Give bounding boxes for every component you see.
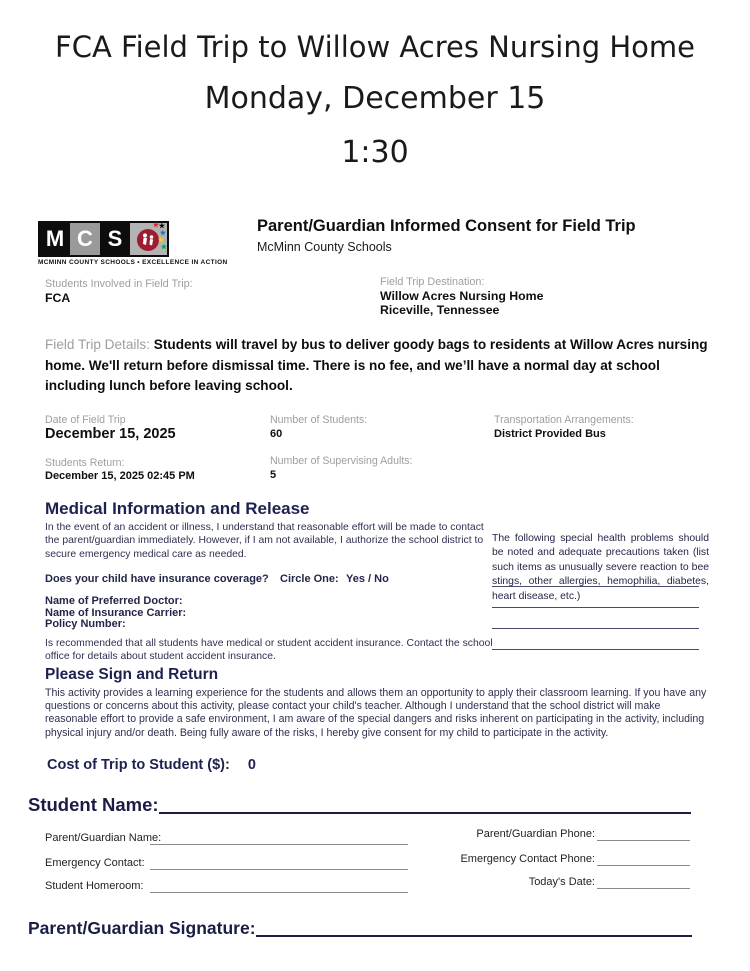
student-name-row xyxy=(28,794,691,816)
mcs-logo xyxy=(38,221,228,266)
banner-time: 1:30 xyxy=(341,135,409,170)
health-problems-line-4 xyxy=(492,649,699,650)
banner-date: Monday, December 15 xyxy=(204,81,546,116)
logo-letter-s: S xyxy=(100,223,130,255)
health-problems-line-1 xyxy=(492,586,699,587)
emergency-contact-label: Emergency Contact: xyxy=(45,857,145,869)
destination-label: Field Trip Destination: xyxy=(380,276,485,288)
logo-letter-c: C xyxy=(70,223,100,255)
todays-date-line xyxy=(597,888,690,889)
parent-name-line xyxy=(150,844,408,845)
students-involved-label: Students Involved in Field Trip: xyxy=(45,278,193,290)
student-homeroom-line xyxy=(150,892,408,893)
signature-line xyxy=(256,935,692,937)
signature-row xyxy=(28,918,692,939)
insurance-recommendation: Is recommended that all students have medical or student accident insurance. Contact the school office for details about student accident insurance. xyxy=(45,638,493,663)
adults-value: 5 xyxy=(270,469,277,481)
num-students-value: 60 xyxy=(270,428,283,440)
health-problems-line-2 xyxy=(492,607,699,608)
num-students-label: Number of Students: xyxy=(270,414,368,426)
return-value: December 15, 2025 02:45 PM xyxy=(45,470,195,482)
date-value: December 15, 2025 xyxy=(45,426,176,442)
banner-title: FCA Field Trip to Willow Acres Nursing Home xyxy=(55,30,695,64)
student-homeroom-label: Student Homeroom: xyxy=(45,880,144,892)
field-trip-details xyxy=(45,335,709,397)
destination-value-line2: Riceville, Tennessee xyxy=(380,302,500,317)
sign-heading: Please Sign and Return xyxy=(45,666,219,683)
banner xyxy=(0,22,750,180)
carrier-label: Name of Insurance Carrier: xyxy=(45,607,187,619)
cost-value: 0 xyxy=(247,757,256,773)
logo-star-icon: ★ xyxy=(158,223,165,230)
parent-phone-line xyxy=(597,840,690,841)
student-name-label: Student Name: xyxy=(28,794,159,815)
transport-label: Transportation Arrangements: xyxy=(494,414,634,426)
sign-paragraph: This activity provides a learning experience for the students and allows them an opportunity to apply their classroom learning. If you have any questions or concerns about this activity, please contact your child's teacher. Although I understand that the school district will make reasonable effort to provide a safe environment, I am aware of the special dangers and risks inherent on participating in the activity, including physical injury and/or death. Being fully aware of the risks, I hereby give consent for my child to participate in the activity. xyxy=(45,687,707,739)
parent-name-label: Parent/Guardian Name: xyxy=(45,832,162,844)
emergency-phone-label: Emergency Contact Phone: xyxy=(460,853,595,865)
policy-label: Policy Number: xyxy=(45,618,126,630)
health-problems-line-3 xyxy=(492,628,699,629)
adults-label: Number of Supervising Adults: xyxy=(270,455,413,467)
cost-row xyxy=(47,757,256,773)
logo-emblem xyxy=(130,223,167,255)
medical-paragraph: In the event of an accident or illness, I understand that reasonable effort will be made to contact the parent/guardian immediately. However, if I am not available, I authorize the school district to secure emergency medical care as needed. xyxy=(45,522,484,560)
logo-star-icon: ★ xyxy=(159,230,166,237)
insurance-question: Does your child have insurance coverage? xyxy=(45,573,269,585)
students-involved-value: FCA xyxy=(45,291,71,305)
date-label: Date of Field Trip xyxy=(45,414,126,426)
logo-star-icon: ★ xyxy=(152,222,159,229)
logo-letter-m: M xyxy=(40,223,70,255)
destination-value-line1: Willow Acres Nursing Home xyxy=(380,289,544,303)
medical-heading: Medical Information and Release xyxy=(45,499,310,518)
logo-tagline: MCMINN COUNTY SCHOOLS • EXCELLENCE IN ACTION xyxy=(38,259,228,266)
student-name-line xyxy=(159,812,691,814)
signature-label: Parent/Guardian Signature: xyxy=(28,918,256,938)
details-text: Students will travel by bus to deliver goody bags to residents at Willow Acres nursing home. We'll return before dismissal time. There is no fee, and we’ll have a normal day at school including lunch before leaving school. xyxy=(45,337,708,393)
todays-date-label: Today's Date: xyxy=(528,876,595,888)
circle-one-options: Yes / No xyxy=(346,573,389,585)
medical-side-note: The following special health problems should be noted and adequate precautions taken (list such items as unusually severe reaction to bee stings, other allergies, hemophilia, diabetes, heart disease, etc.) xyxy=(492,533,709,602)
form-subtitle: McMinn County Schools xyxy=(257,240,392,254)
mcs-logo-letters xyxy=(38,221,169,257)
form-title: Parent/Guardian Informed Consent for Field Trip xyxy=(257,217,636,235)
parent-phone-label: Parent/Guardian Phone: xyxy=(476,828,595,840)
doctor-label: Name of Preferred Doctor: xyxy=(45,595,183,607)
logo-star-icon: ★ xyxy=(157,237,164,244)
logo-star-icon: ★ xyxy=(160,244,167,251)
emergency-contact-line xyxy=(150,869,408,870)
return-label: Students Return: xyxy=(45,457,125,469)
cost-label: Cost of Trip to Student ($): xyxy=(47,757,230,773)
circle-one-label: Circle One: xyxy=(280,573,339,585)
transport-value: District Provided Bus xyxy=(494,428,606,440)
details-label: Field Trip Details: xyxy=(45,337,151,352)
emergency-phone-line xyxy=(597,865,690,866)
